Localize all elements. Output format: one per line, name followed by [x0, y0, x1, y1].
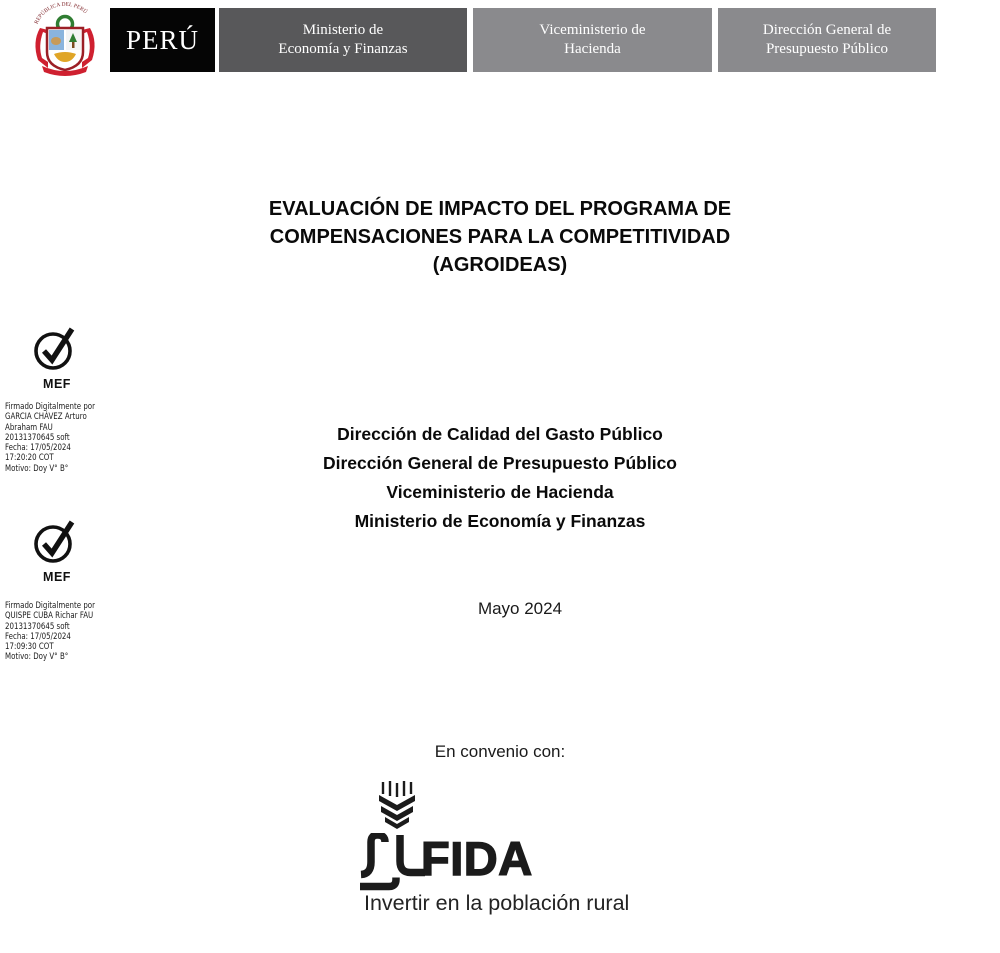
title-line: COMPENSACIONES PARA LA COMPETITIVIDAD — [269, 226, 731, 248]
mef-signature-stamp-2 — [27, 517, 87, 584]
signature-line: Fecha: 17/05/2024 — [5, 631, 71, 642]
signature-line: 17:20:20 COT — [5, 453, 54, 464]
title-line: EVALUACIÓN DE IMPACTO DEL PROGRAMA DE — [268, 198, 732, 220]
entity-box-line: Economía y Finanzas — [278, 41, 408, 57]
entity-box-line: Presupuesto Público — [765, 41, 889, 57]
signature-line: Fecha: 17/05/2024 — [5, 443, 71, 454]
signature-line: 17:09:30 COT — [5, 642, 54, 653]
institution-line: Viceministerio de Hacienda — [386, 482, 614, 502]
signature-line: Motivo: Doy V° B° — [5, 652, 69, 663]
mef-check-icon — [30, 517, 84, 567]
mef-stamp-label: MEF — [43, 570, 71, 584]
fida-tagline: Invertir en la población rural — [364, 891, 630, 915]
coat-of-arms-icon — [24, 2, 106, 78]
coat-arc-text: REPÚBLICA DEL PERÚ — [33, 2, 89, 26]
institution-line: Dirección General de Presupuesto Público — [323, 453, 677, 473]
signature-line: 20131370645 soft — [5, 621, 70, 632]
institution-block — [0, 420, 1000, 536]
signature-line: Abraham FAU — [5, 422, 53, 433]
mef-check-icon — [30, 324, 84, 374]
signature-line: GARCIA CHÁVEZ Arturo — [5, 412, 87, 423]
partnership-intro: En convenio con: — [434, 742, 566, 761]
svg-text:REPÚBLICA DEL PERÚ — [34, 2, 90, 25]
fida-wordmark: FIDA — [421, 832, 533, 885]
institution-line: Ministerio de Economía y Finanzas — [354, 511, 646, 531]
signature-line: Firmado Digitalmente por — [5, 601, 96, 611]
fida-logo — [355, 781, 685, 931]
entity-box-line: Viceministerio de — [539, 22, 646, 38]
mef-stamp-label: MEF — [43, 377, 71, 391]
signature-line: Motivo: Doy V° B° — [5, 463, 69, 474]
mef-signature-stamp-1 — [27, 324, 87, 391]
signature-line: Firmado Digitalmente por — [5, 402, 96, 412]
country-box — [110, 8, 215, 72]
fida-hands-mark-icon — [359, 833, 427, 891]
wheat-icon — [377, 781, 417, 831]
signature-line: QUISPE CUBA Richar FAU — [5, 611, 94, 622]
peru-coat-of-arms — [24, 2, 106, 78]
title-line: (AGROIDEAS) — [432, 254, 568, 276]
entity-box-viceministerio — [473, 8, 712, 72]
entity-box-line: Hacienda — [564, 41, 621, 57]
entity-box-line: Ministerio de — [302, 22, 384, 38]
document-date: Mayo 2024 — [477, 599, 563, 618]
signature-line: 20131370645 soft — [5, 432, 70, 443]
institution-line: Dirección de Calidad del Gasto Público — [337, 424, 663, 444]
entity-box-ministerio — [219, 8, 467, 72]
country-label: PERÚ — [125, 24, 200, 55]
document-title — [0, 195, 1000, 279]
entity-box-line: Dirección General de — [762, 22, 892, 38]
entity-box-direccion-general — [718, 8, 936, 72]
